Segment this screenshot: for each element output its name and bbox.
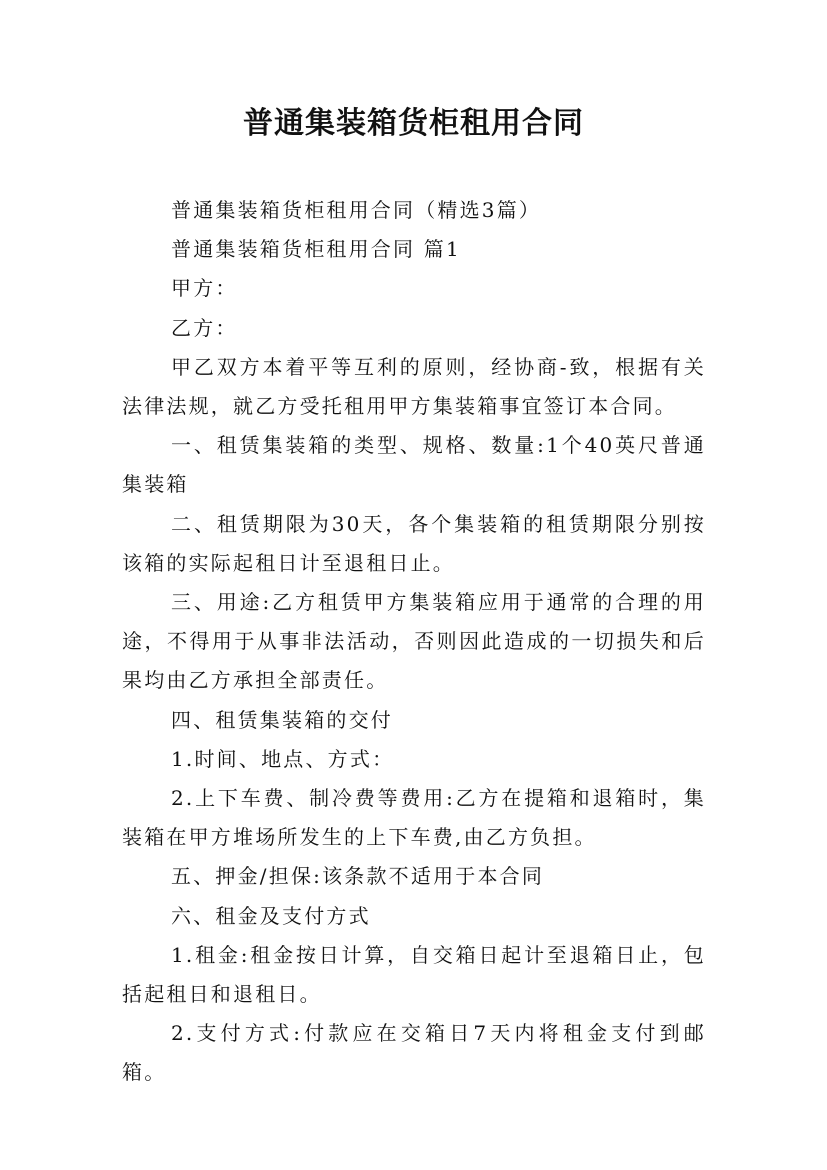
clause-4-heading: 四、租赁集装箱的交付 — [171, 707, 393, 732]
subtitle-paragraph: 普通集装箱货柜租用合同（精选3篇） — [171, 198, 542, 222]
clause-2-paragraph: 二、租赁期限为30天，各个集装箱的租赁期限分别按该箱的实际起租日计至退租日止。 — [122, 511, 706, 575]
clause-6-item-1: 1.租金:租金按日计算，自交箱日起计至退箱日止，包括起租日和退租日。 — [122, 942, 706, 1007]
document-body — [122, 191, 706, 1093]
clause-3-paragraph: 三、用途:乙方租赁甲方集装箱应用于通常的合理的用途，不得用于从事非法活动，否则因此造成的一切损失和后果均由乙方承担全部责任。 — [122, 590, 706, 693]
document-title: 普通集装箱货柜租用合同 — [243, 106, 584, 141]
clause-6-item-2: 2.支付方式:付款应在交箱日7天内将租金支付到邮箱。 — [122, 1021, 706, 1085]
clause-1-paragraph: 一、租赁集装箱的类型、规格、数量:1个40英尺普通集装箱 — [122, 433, 706, 497]
party-a-line: 甲方： — [171, 276, 238, 301]
section-heading: 普通集装箱货柜租用合同 篇1 — [171, 237, 461, 262]
clause-4-item-2: 2.上下车费、制冷费等费用:乙方在提箱和退箱时，集装箱在甲方堆场所发生的上下车费,由乙方负担。 — [122, 786, 706, 850]
clause-6-heading: 六、租金及支付方式 — [171, 903, 371, 928]
clause-4-item-1: 1.时间、地点、方式： — [171, 746, 395, 771]
clause-5-paragraph: 五、押金/担保:该条款不适用于本合同 — [171, 864, 545, 889]
party-b-line: 乙方： — [171, 315, 238, 340]
preamble-paragraph: 甲乙双方本着平等互利的原则，经协商-致，根据有关法律法规，就乙方受托租用甲方集装箱事宜签订本合同。 — [122, 354, 706, 419]
